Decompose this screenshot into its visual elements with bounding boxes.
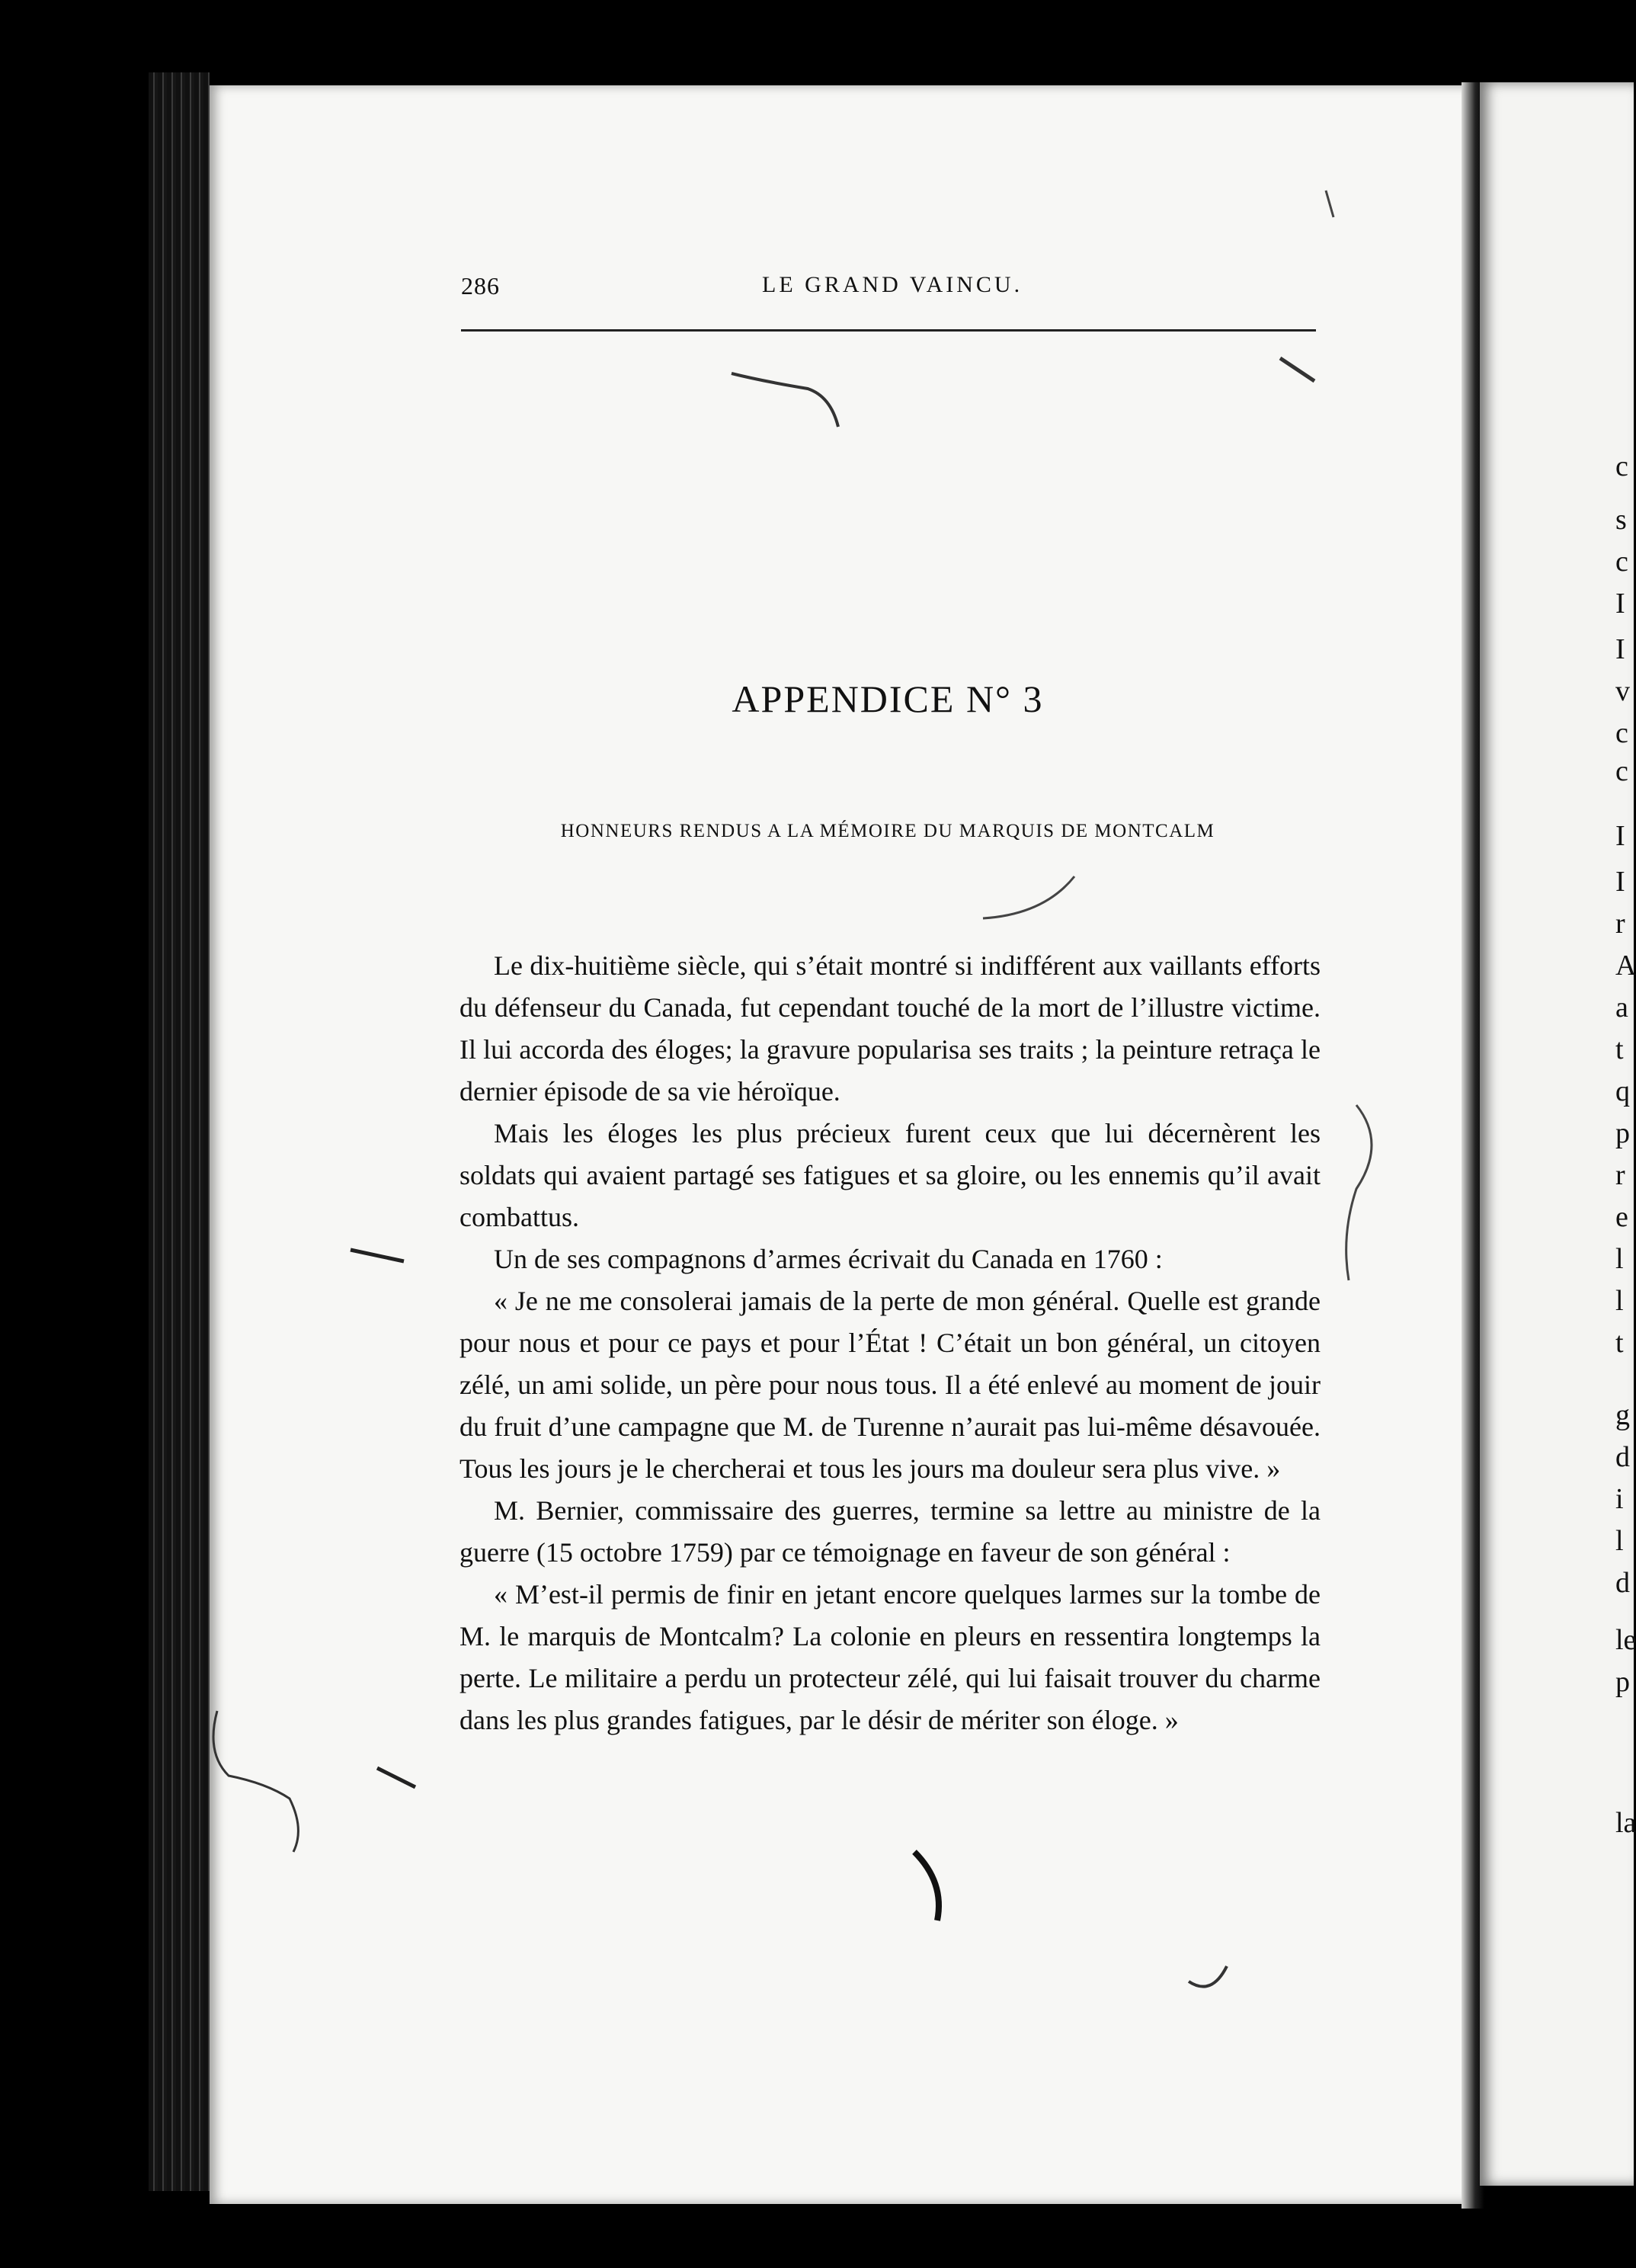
quotation-paragraph: « M’est-il permis de finir en jetant encore quelques larmes sur la tombe de M. le marquis de Montcalm? La colonie en pleurs en ressentira longtemps la perte. Le militaire a perdu un protecteur zélé, qui lui faisait trouver du charme dans les plus grandes fatigues, par le désir de mériter son éloge. » <box>459 1579 1321 1735</box>
facing-page-fragment: t <box>1615 1033 1624 1065</box>
facing-page-fragment: s <box>1615 504 1627 536</box>
facing-page-fragment: I <box>1615 866 1625 898</box>
appendix-subtitle: HONNEURS RENDUS A LA MÉMOIRE DU MARQUIS DE MONTCALM <box>560 821 1215 841</box>
facing-page-fragment: la <box>1615 1807 1636 1839</box>
paragraph: Un de ses compagnons d’armes écrivait du Canada en 1760 : <box>494 1244 1163 1274</box>
facing-page-fragment: d <box>1615 1567 1630 1599</box>
facing-page <box>1480 82 1634 2186</box>
appendix-title: APPENDICE N° 3 <box>732 678 1044 720</box>
facing-page-fragment: c <box>1615 450 1628 482</box>
facing-page-fragment: r <box>1615 1159 1625 1191</box>
facing-page-fragment: d <box>1615 1441 1630 1473</box>
running-title: LE GRAND VAINCU. <box>762 272 1023 297</box>
facing-page-fragment: t <box>1615 1327 1624 1359</box>
paragraph: M. Bernier, commissaire des guerres, termine sa lettre au ministre de la guerre (15 octobre 1759) par ce témoignage en faveur de son général : <box>459 1495 1321 1568</box>
facing-page-fragment: q <box>1615 1075 1630 1107</box>
facing-page-fragment: v <box>1615 675 1630 707</box>
body-text <box>459 945 1321 1741</box>
facing-page-fragment: c <box>1615 755 1628 787</box>
book-edge <box>149 72 210 2191</box>
facing-page-fragment: l <box>1615 1243 1624 1275</box>
paragraph: Le dix-huitième siècle, qui s’était montré si indifférent aux vaillants efforts du défenseur du Canada, fut cependant touché de la mort de l’illustre victime. Il lui accorda des éloges; la gravure popularisa ses traits ; la peinture retraça le dernier épisode de sa vie héroïque. <box>459 950 1321 1107</box>
running-head <box>461 272 1316 303</box>
facing-page-fragment: l <box>1615 1285 1624 1317</box>
facing-page-fragment: e <box>1615 1201 1628 1233</box>
facing-page-fragment: g <box>1615 1399 1630 1431</box>
facing-page-fragment: I <box>1615 633 1625 665</box>
header-rule <box>461 329 1316 332</box>
facing-page-fragment: I <box>1615 588 1625 620</box>
facing-page-fragment: p <box>1615 1666 1630 1698</box>
paragraph: Mais les éloges les plus précieux furent ceux que lui décernèrent les soldats qui avaient partagé ses fatigues et sa gloire, ou les ennemis qu’il avait combattus. <box>459 1118 1321 1232</box>
facing-page-fragment: c <box>1615 717 1628 749</box>
facing-page-fragment: le <box>1615 1624 1636 1656</box>
facing-page-fragment: r <box>1615 908 1625 940</box>
quotation-paragraph: « Je ne me consolerai jamais de la perte de mon général. Quelle est grande pour nous et pour ce pays et pour l’État ! C’était un bon général, un citoyen zélé, un ami solide, un père pour nous tous. Il a été enlevé au moment de jouir du fruit d’une campagne que M. de Turenne n’aurait pas lui-même désavouée. Tous les jours je le chercherai et tous les jours ma douleur sera plus vive. » <box>459 1286 1321 1484</box>
facing-page-fragment: I <box>1615 820 1625 852</box>
facing-page-fragment: i <box>1615 1483 1624 1515</box>
page-number: 286 <box>461 272 500 300</box>
facing-page-fragment: l <box>1615 1525 1624 1557</box>
facing-page-fragment: A <box>1615 950 1636 982</box>
facing-page-fragment: a <box>1615 991 1628 1023</box>
facing-page-fragment: c <box>1615 546 1628 578</box>
facing-page-fragment: p <box>1615 1117 1630 1149</box>
